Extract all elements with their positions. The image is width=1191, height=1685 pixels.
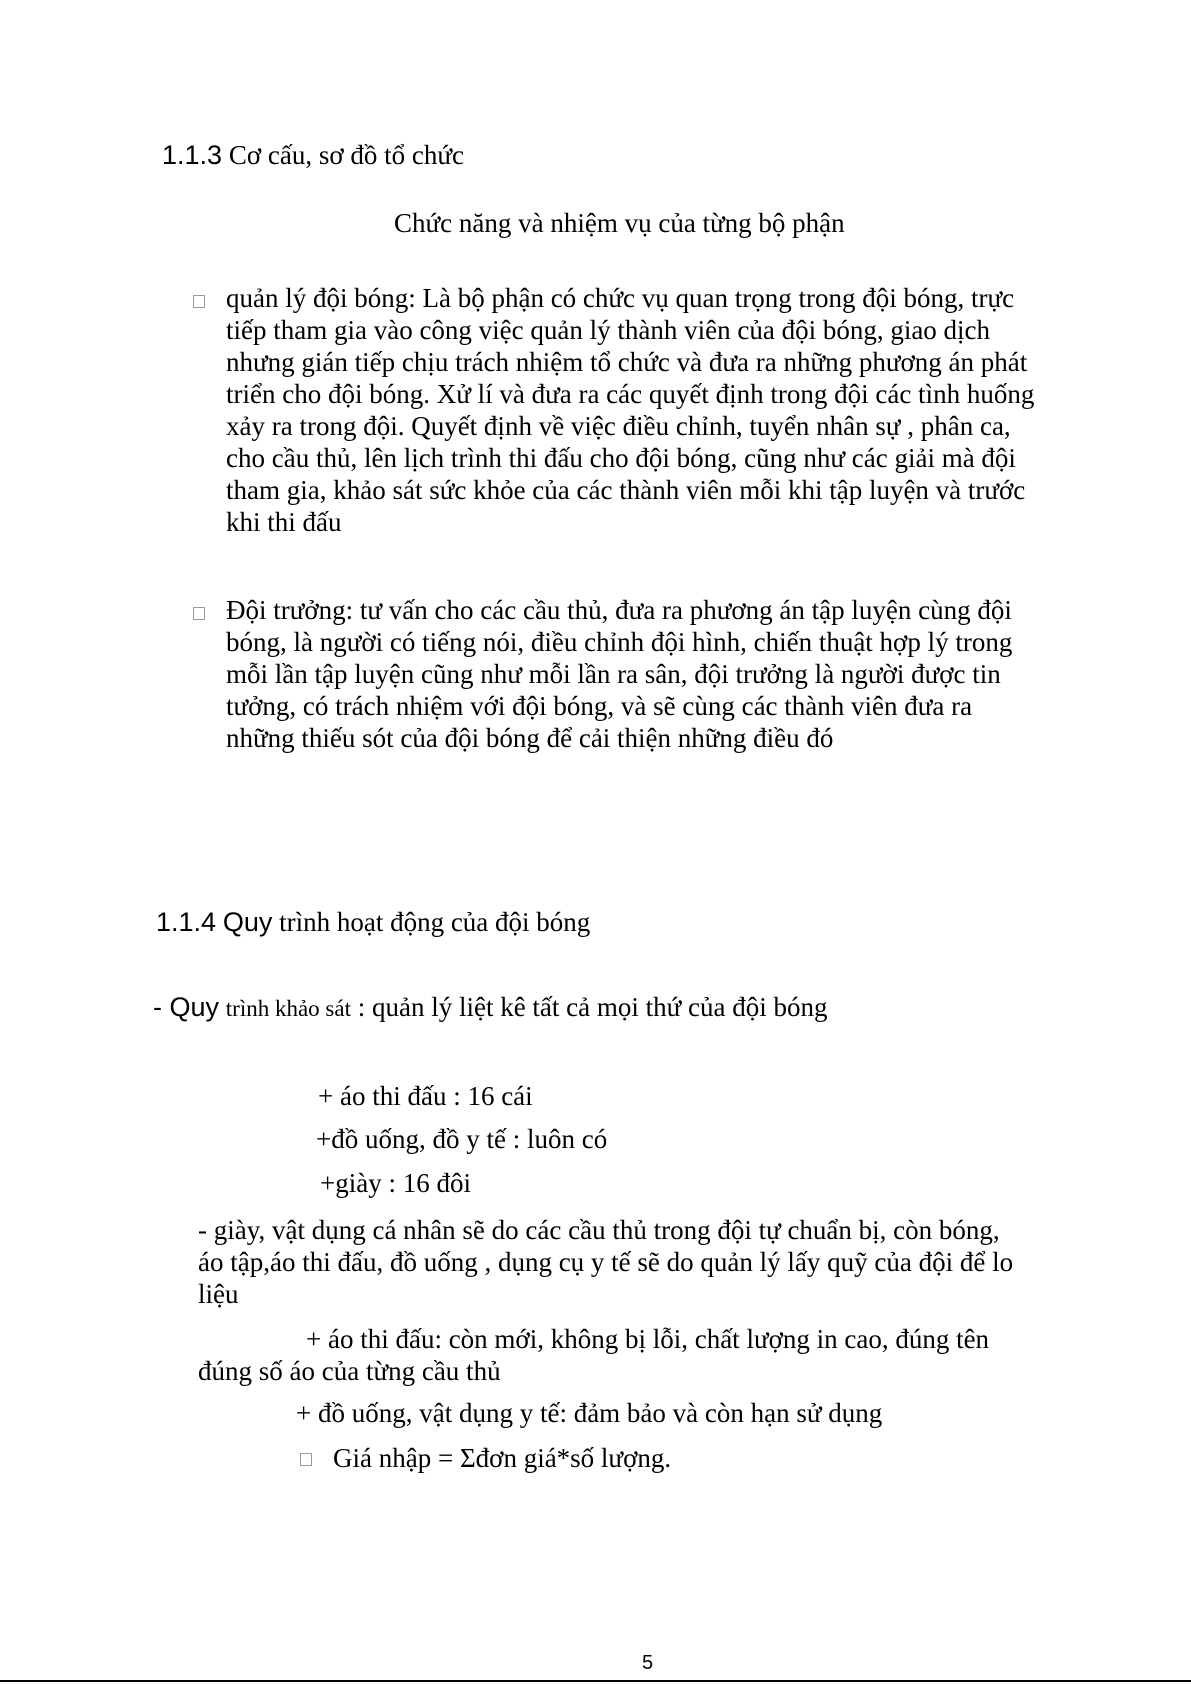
section-114-heading <box>156 907 590 938</box>
note-paragraph <box>198 1214 1013 1310</box>
bullet-1-line: tiếp tham gia vào công việc quản lý thành viên của đội bóng, giao dịch <box>226 315 991 345</box>
note-line: liệu <box>198 1279 239 1309</box>
bullet-1-line: nhưng gián tiếp chịu trách nhiệm tổ chức và đưa ra những phương án phát <box>226 347 1028 377</box>
bullet-1-line: khi thi đấu <box>226 507 342 537</box>
survey-line <box>153 992 828 1023</box>
item-drinks-medical: +đồ uống, đồ y tế : luôn có <box>316 1124 608 1154</box>
bullet-icon <box>193 295 205 308</box>
section-114-title: trình hoạt động của đội bóng <box>279 907 591 937</box>
item-shoes-count: +giày : 16 đôi <box>320 1168 471 1198</box>
bullet-1-paragraph <box>226 282 1086 538</box>
bullet-icon <box>193 607 205 620</box>
bullet-2-paragraph <box>226 594 1086 754</box>
bullet-1-line: quản lý đội bóng: Là bộ phận có chức vụ quan trọng trong đội bóng, trực <box>226 283 1015 313</box>
bullet-2-line: bóng, là người có tiếng nói, điều chỉnh đội hình, chiến thuật hợp lý trong <box>226 627 1013 657</box>
bullet-1-line: xảy ra trong đội. Quyết định về việc điều chỉnh, tuyển nhân sự , phân ca, <box>226 411 1011 441</box>
bullet-icon <box>300 1453 312 1466</box>
section-114-quy: Quy <box>222 907 273 937</box>
survey-rest: : quản lý liệt kê tất cả mọi thứ của đội bóng <box>350 992 828 1022</box>
note-line: - giày, vật dụng cá nhân sẽ do các cầu thủ trong đội tự chuẩn bị, còn bóng, <box>198 1215 1000 1245</box>
section-113-heading <box>162 140 464 171</box>
page-number: 5 <box>642 1652 654 1674</box>
item-jersey-count: + áo thi đấu : 16 cái <box>318 1081 533 1111</box>
section-113-title: Cơ cấu, sơ đồ tổ chức <box>228 140 464 170</box>
jersey-requirement-line1: + áo thi đấu: còn mới, không bị lỗi, chất lượng in cao, đúng tên <box>306 1324 990 1354</box>
bullet-2-line: tưởng, có trách nhiệm với đội bóng, và sẽ cùng các thành viên đưa ra <box>226 691 973 721</box>
price-formula: Giá nhập = Σđơn giá*số lượng. <box>333 1443 672 1473</box>
note-line: áo tập,áo thi đấu, đồ uống , dụng cụ y tế sẽ do quản lý lấy quỹ của đội để lo <box>198 1247 1014 1277</box>
bullet-1-line: tham gia, khảo sát sức khỏe của các thành viên mỗi khi tập luyện và trước <box>226 475 1026 505</box>
section-114-number: 1.1.4 <box>156 907 217 937</box>
page-bottom-rule <box>0 1680 1191 1682</box>
jersey-requirement-line2: đúng số áo của từng cầu thủ <box>198 1356 501 1386</box>
bullet-1-line: cho cầu thủ, lên lịch trình thi đấu cho đội bóng, cũng như các giải mà đội <box>226 443 1016 473</box>
section-113-number: 1.1.3 <box>162 140 223 170</box>
subtitle: Chức năng và nhiệm vụ của từng bộ phận <box>394 208 845 238</box>
bullet-2-line: mỗi lần tập luyện cũng như mỗi lần ra sân, đội trưởng là người được tin <box>226 659 1001 689</box>
drinks-requirement: + đồ uống, vật dụng y tế: đảm bảo và còn hạn sử dụng <box>296 1398 883 1428</box>
bullet-1-line: triển cho đội bóng. Xử lí và đưa ra các quyết định trong đội các tình huống <box>226 379 1035 409</box>
survey-prefix: - Quy <box>153 992 220 1022</box>
bullet-2-line: những thiếu sót của đội bóng để cải thiện những điều đó <box>226 723 834 753</box>
bullet-2-line: Đội trưởng: tư vấn cho các cầu thủ, đưa ra phương án tập luyện cùng đội <box>226 595 1012 625</box>
survey-small: trình khảo sát <box>225 996 351 1021</box>
